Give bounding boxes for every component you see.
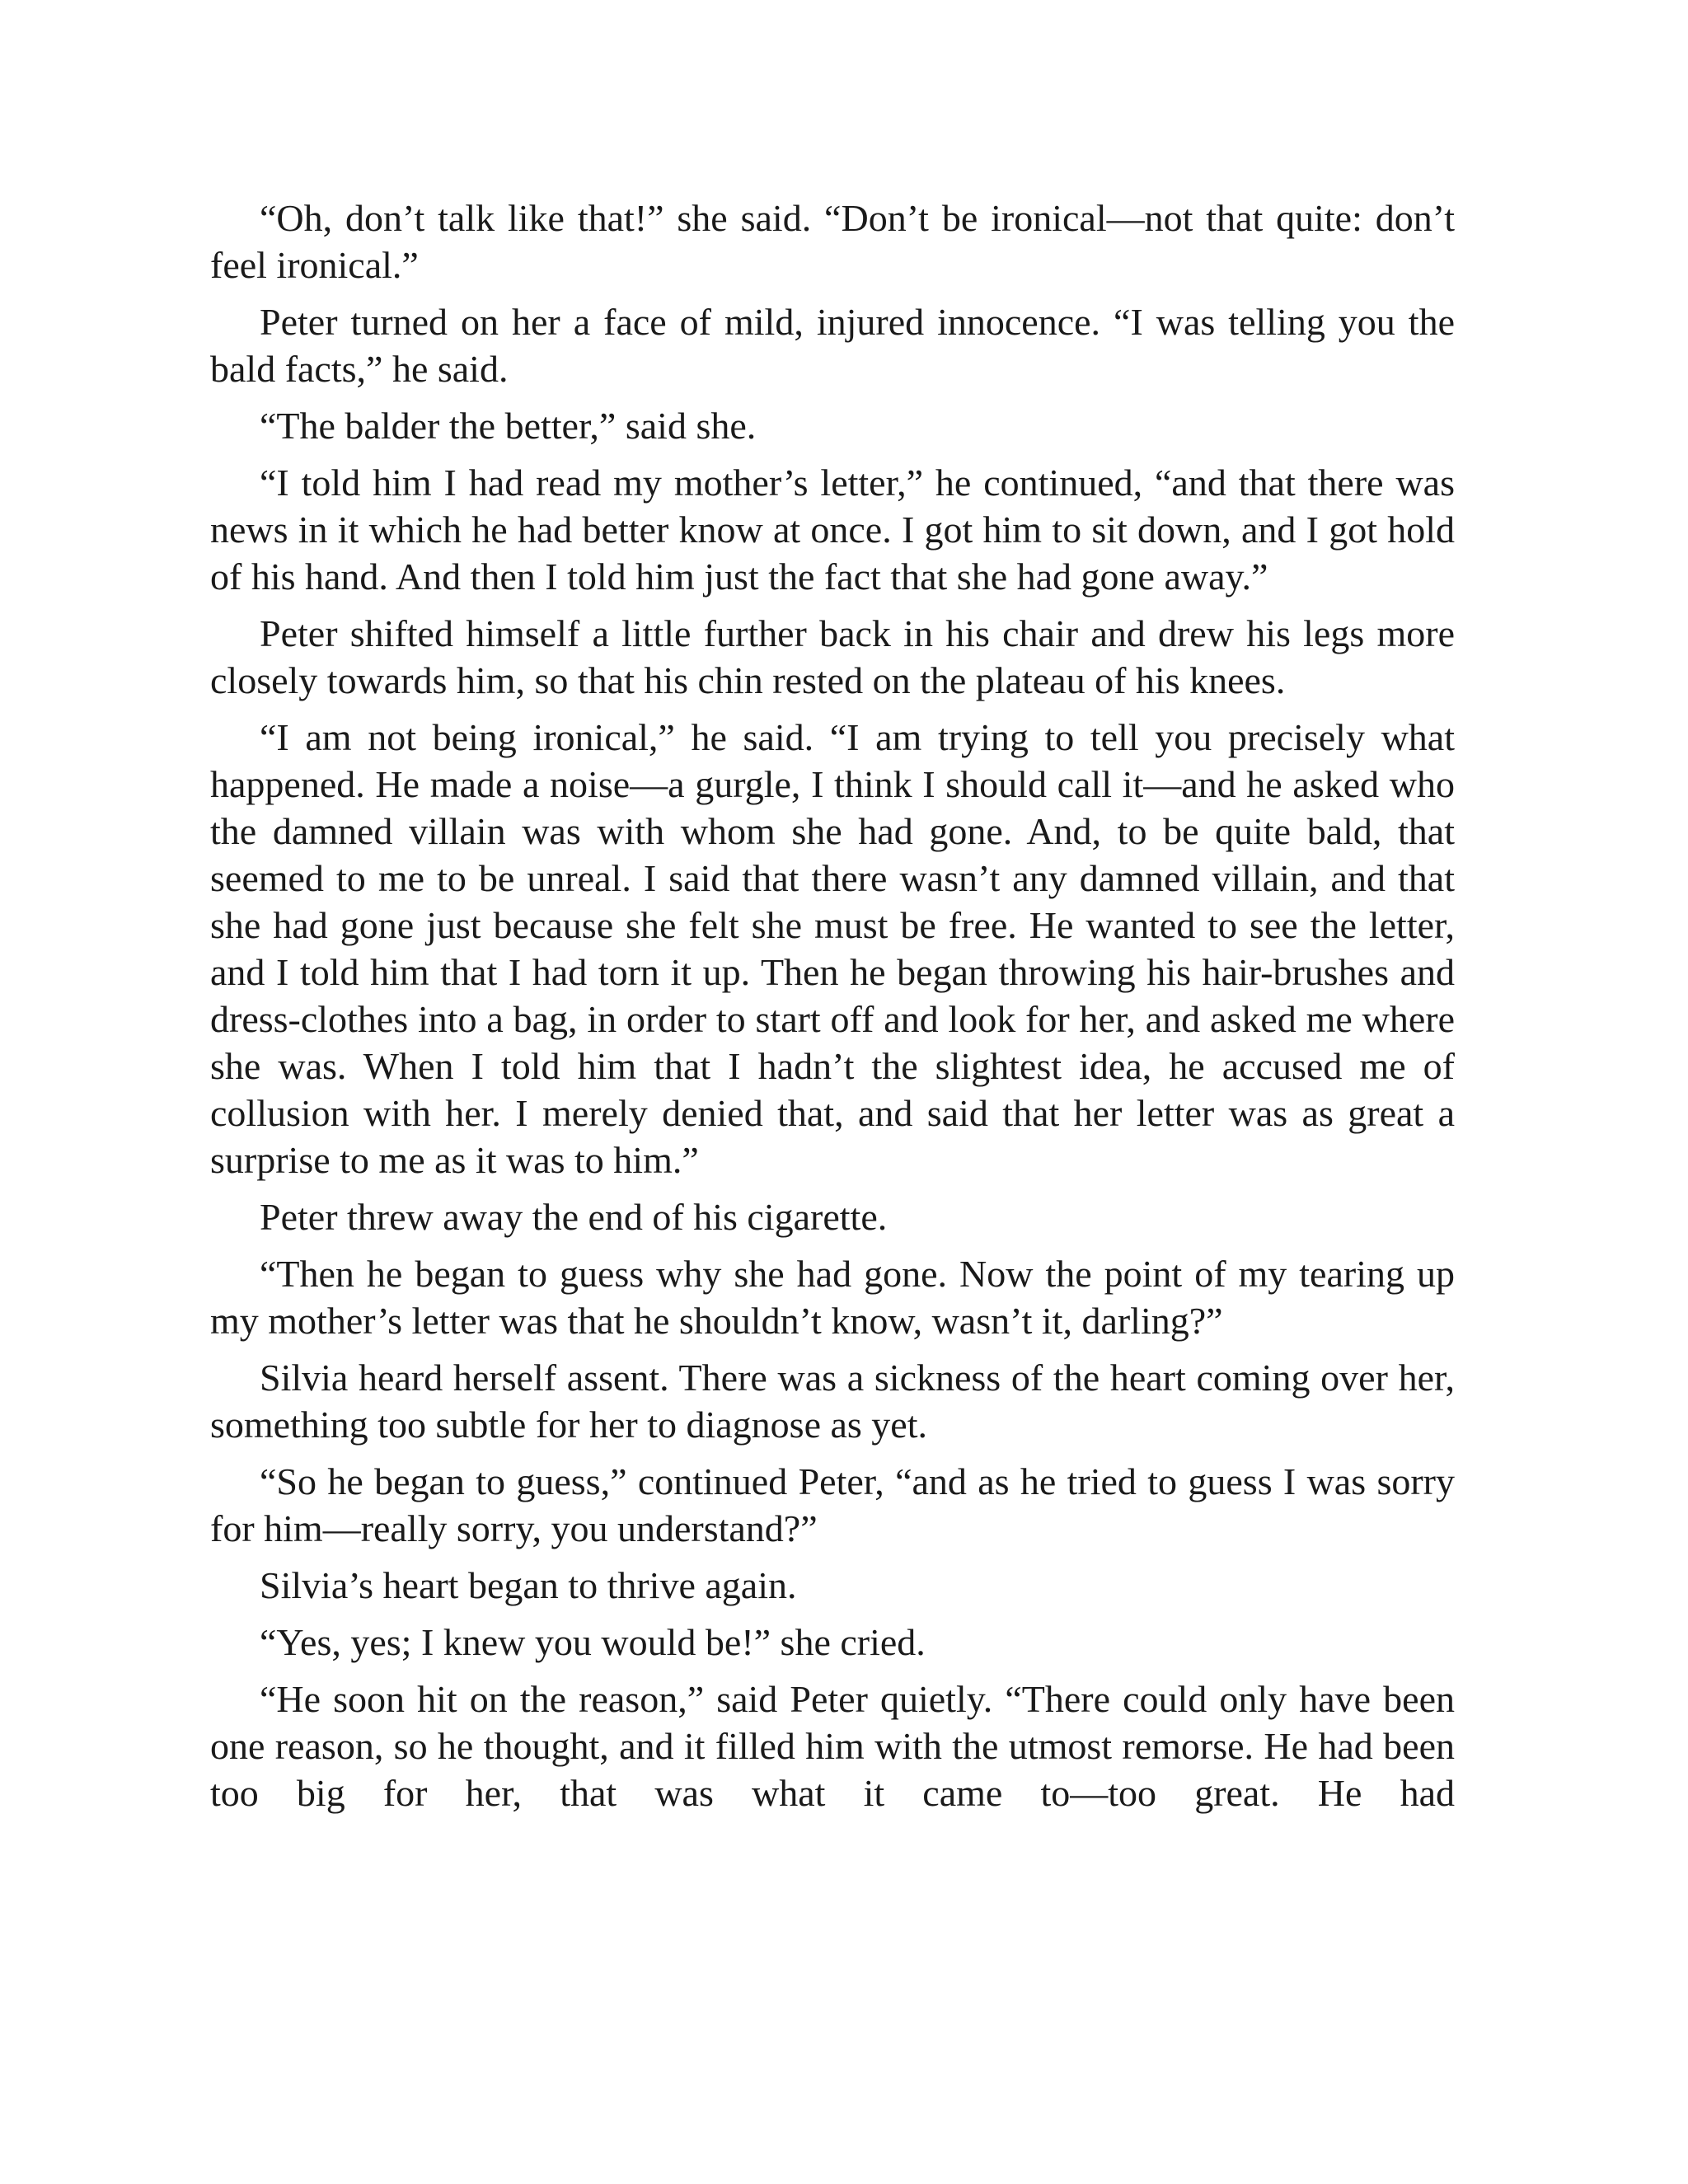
page-body-text (210, 194, 1455, 1826)
paragraph: “He soon hit on the reason,” said Peter quietly. “There could only have been one reason, so he thought, and it filled him with the utmost remorse. He had been too big for her, that was what it came to—too great. He had (210, 1678, 1455, 1814)
paragraph: Silvia heard herself assent. There was a sickness of the heart coming over her, something too subtle for her to diagnose as yet. (210, 1357, 1455, 1446)
paragraph: “The balder the better,” said she. (260, 405, 757, 447)
paragraph: “I am not being ironical,” he said. “I am trying to tell you precisely what happened. He made a noise—a gurgle, I think I should call it—and he asked who the damned villain was with whom she had gone. And, to be quite bald, that seemed to me to be unreal. I said that there wasn’t any damned villain, and that she had gone just because she felt she must be free. He wanted to see the letter, and I told him that I had torn it up. Then he began throwing his hair-brushes and dress-clothes into a bag, in order to start off and look for her, and asked me where she was. When I told him that I hadn’t the slightest idea, he accused me of collusion with her. I merely denied that, and said that her letter was as great a surprise to me as it was to him.” (210, 716, 1455, 1181)
paragraph: Peter shifted himself a little further back in his chair and drew his legs more closely towards him, so that his chin rested on the plateau of his knees. (210, 612, 1455, 701)
paragraph: Peter threw away the end of his cigarette. (260, 1196, 888, 1238)
paragraph: “Then he began to guess why she had gone. Now the point of my tearing up my mother’s letter was that he shouldn’t know, wasn’t it, darling?” (210, 1253, 1455, 1342)
paragraph: “Yes, yes; I knew you would be!” she cried. (260, 1621, 926, 1663)
paragraph: “Oh, don’t talk like that!” she said. “Don’t be ironical—not that quite: don’t feel ironical.” (210, 197, 1455, 286)
paragraph: “I told him I had read my mother’s letter,” he continued, “and that there was news in it which he had better know at once. I got him to sit down, and I got hold of his hand. And then I told him just the fact that she had gone away.” (210, 462, 1455, 598)
paragraph: Silvia’s heart began to thrive again. (260, 1564, 797, 1606)
paragraph: Peter turned on her a face of mild, injured innocence. “I was telling you the bald facts,” he said. (210, 301, 1455, 390)
paragraph: “So he began to guess,” continued Peter, “and as he tried to guess I was sorry for him—really sorry, you understand?” (210, 1460, 1455, 1549)
